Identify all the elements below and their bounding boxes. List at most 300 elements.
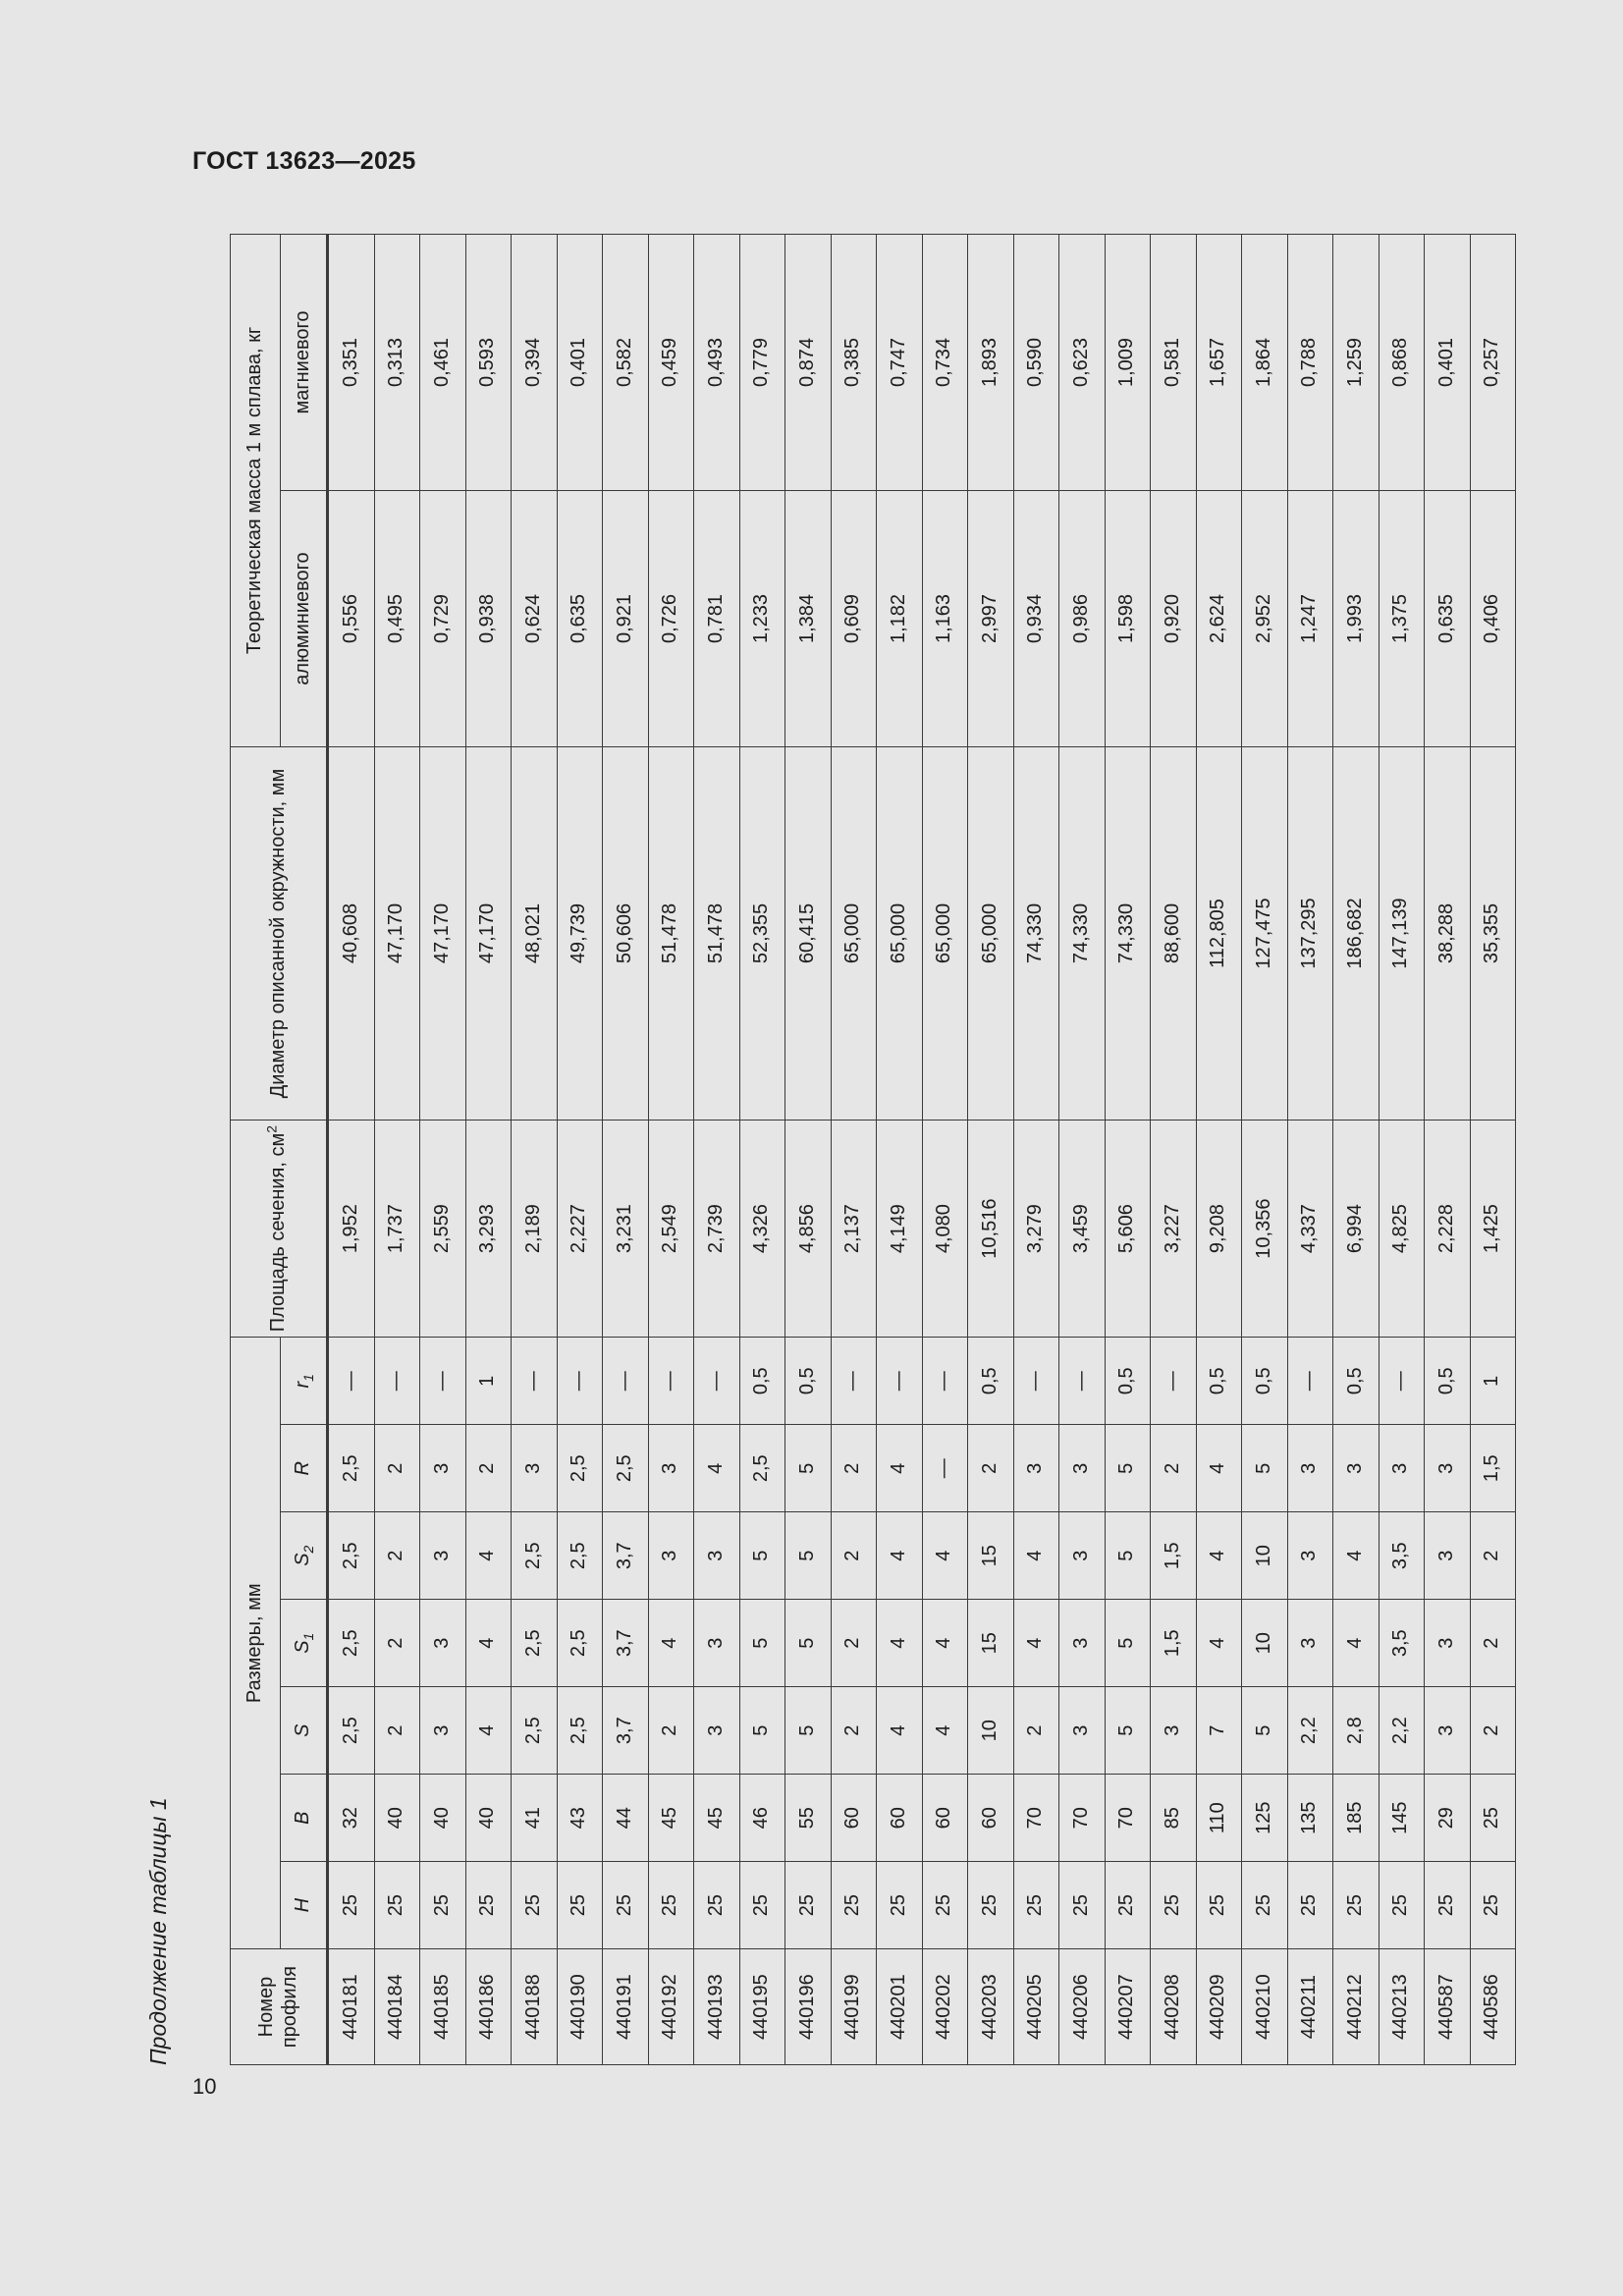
table-cell: 25: [1196, 1862, 1242, 1949]
table-cell: 0,934: [1013, 491, 1059, 747]
table-cell: 60: [922, 1775, 968, 1862]
table-cell: 1,657: [1196, 235, 1242, 491]
table-cell: 3,5: [1379, 1512, 1425, 1600]
table-cell: 40: [420, 1775, 466, 1862]
table-cell: 4: [465, 1600, 512, 1687]
table-cell: 70: [1105, 1775, 1151, 1862]
header-profile-number: Номер профиля: [231, 1949, 328, 2065]
table-cell: 0,788: [1287, 235, 1333, 491]
table-cell: 45: [648, 1775, 694, 1862]
table-cell: 3: [1379, 1425, 1425, 1512]
header-S: S: [281, 1687, 328, 1775]
table-cell: 2,5: [557, 1425, 603, 1512]
table-cell: 1,952: [328, 1120, 375, 1337]
table-cell: 2: [831, 1687, 877, 1775]
table-cell: 5: [1105, 1687, 1151, 1775]
table-cell: 5: [739, 1600, 785, 1687]
table-cell: 0,313: [374, 235, 420, 491]
table-row: [648, 235, 694, 2065]
table-cell: 88,600: [1151, 746, 1197, 1120]
table-cell: 3: [420, 1687, 466, 1775]
table-cell: 1,182: [877, 491, 923, 747]
table-cell: 1,247: [1287, 491, 1333, 747]
table-cell: 25: [922, 1862, 968, 1949]
table-cell: 4: [1333, 1512, 1380, 1600]
table-cell: 3: [512, 1425, 558, 1512]
table-cell: —: [603, 1338, 649, 1425]
table-cell: 3: [1059, 1687, 1106, 1775]
table-cell: 25: [1105, 1862, 1151, 1949]
table-cell: 186,682: [1333, 746, 1380, 1120]
table-cell: 2,137: [831, 1120, 877, 1337]
table-cell: 3: [1425, 1687, 1471, 1775]
table-cell: 74,330: [1013, 746, 1059, 1120]
table-cell: 1,993: [1333, 491, 1380, 747]
table-cell: 2,5: [328, 1600, 375, 1687]
header-dimensions-group: Размеры, мм: [231, 1338, 281, 1949]
table-cell: 1,864: [1242, 235, 1288, 491]
table-cell: 2: [831, 1425, 877, 1512]
table-cell: 127,475: [1242, 746, 1288, 1120]
table-cell: 5: [785, 1425, 832, 1512]
table-cell: 40: [374, 1775, 420, 1862]
table-cell: 3: [1287, 1425, 1333, 1512]
table-cell: 3: [648, 1425, 694, 1512]
table-cell: 2: [374, 1512, 420, 1600]
table-cell: 3: [1287, 1512, 1333, 1600]
table-cell: 3: [694, 1687, 740, 1775]
table-cell: 25: [648, 1862, 694, 1949]
table-cell: 15: [968, 1512, 1014, 1600]
table-cell: 3: [694, 1600, 740, 1687]
table-cell: —: [922, 1425, 968, 1512]
table-cell: 440185: [420, 1949, 466, 2065]
table-cell: 0,938: [465, 491, 512, 747]
table-row: [1287, 235, 1333, 2065]
table-cell: 25: [557, 1862, 603, 1949]
table-cell: 1,5: [1151, 1600, 1197, 1687]
table-cell: 440206: [1059, 1949, 1106, 2065]
table-cell: 25: [465, 1862, 512, 1949]
table-cell: 3,7: [603, 1687, 649, 1775]
table-cell: 440199: [831, 1949, 877, 2065]
table-cell: —: [1379, 1338, 1425, 1425]
table-cell: 135: [1287, 1775, 1333, 1862]
header-B: B: [281, 1775, 328, 1862]
table-cell: 25: [1242, 1862, 1288, 1949]
table-cell: 440587: [1425, 1949, 1471, 2065]
table-cell: —: [1013, 1338, 1059, 1425]
table-cell: 51,478: [694, 746, 740, 1120]
table-cell: 5: [739, 1687, 785, 1775]
table-cell: 2: [648, 1687, 694, 1775]
table-cell: 147,139: [1379, 746, 1425, 1120]
table-cell: 3: [420, 1600, 466, 1687]
table-cell: 1,425: [1470, 1120, 1516, 1337]
header-magnesium: магниевого: [281, 235, 328, 491]
table-cell: 440188: [512, 1949, 558, 2065]
table-cell: 0,394: [512, 235, 558, 491]
table-cell: 4: [922, 1600, 968, 1687]
table-cell: 0,5: [785, 1338, 832, 1425]
table-row: [1379, 235, 1425, 2065]
table-cell: 1,384: [785, 491, 832, 747]
table-cell: 440210: [1242, 1949, 1288, 2065]
table-cell: 440193: [694, 1949, 740, 2065]
header-H: H: [281, 1862, 328, 1949]
table-cell: 4,825: [1379, 1120, 1425, 1337]
table-cell: —: [512, 1338, 558, 1425]
table-row: [374, 235, 420, 2065]
header-area-superscript: 2: [263, 1124, 280, 1133]
table-cell: —: [1287, 1338, 1333, 1425]
table-cell: 2,5: [328, 1512, 375, 1600]
table-cell: 0,495: [374, 491, 420, 747]
table-cell: 4,149: [877, 1120, 923, 1337]
table-cell: 10: [1242, 1512, 1288, 1600]
table-cell: 145: [1379, 1775, 1425, 1862]
table-cell: 2,228: [1425, 1120, 1471, 1337]
header-mass-group: Теоретическая масса 1 м сплава, кг: [231, 235, 281, 747]
table-cell: 4: [1196, 1600, 1242, 1687]
table-cell: 0,635: [1425, 491, 1471, 747]
table-cell: 3: [1425, 1425, 1471, 1512]
table-cell: 1,259: [1333, 235, 1380, 491]
page-number: 10: [192, 2074, 217, 2099]
table-cell: —: [420, 1338, 466, 1425]
table-cell: 440202: [922, 1949, 968, 2065]
table-cell: 5: [739, 1512, 785, 1600]
table-cell: 0,5: [1242, 1338, 1288, 1425]
table-cell: 25: [785, 1862, 832, 1949]
table-cell: 440205: [1013, 1949, 1059, 2065]
table-cell: 3,5: [1379, 1600, 1425, 1687]
header-r1-subscript: 1: [300, 1374, 317, 1382]
header-S1: [281, 1600, 328, 1687]
table-cell: 440191: [603, 1949, 649, 2065]
table-cell: 0,593: [465, 235, 512, 491]
header-diameter: Диаметр описанной окружности, мм: [231, 746, 328, 1120]
table-cell: 55: [785, 1775, 832, 1862]
table-cell: 5: [785, 1687, 832, 1775]
header-aluminum: алюминиевого: [281, 491, 328, 747]
table-row: [557, 235, 603, 2065]
table-cell: 1,375: [1379, 491, 1425, 747]
table-cell: 0,624: [512, 491, 558, 747]
table-cell: 4: [1013, 1512, 1059, 1600]
table-cell: 25: [1470, 1775, 1516, 1862]
table-cell: 0,556: [328, 491, 375, 747]
table-cell: 25: [1151, 1862, 1197, 1949]
table-cell: —: [922, 1338, 968, 1425]
table-cell: 440209: [1196, 1949, 1242, 2065]
table-cell: 38,288: [1425, 746, 1471, 1120]
table-cell: 25: [1379, 1862, 1425, 1949]
table-cell: 2: [374, 1425, 420, 1512]
table-cell: 4: [922, 1512, 968, 1600]
table-cell: 2: [968, 1425, 1014, 1512]
table-cell: 2,5: [328, 1687, 375, 1775]
table-cell: 25: [739, 1862, 785, 1949]
table-cell: 48,021: [512, 746, 558, 1120]
table-cell: 60: [877, 1775, 923, 1862]
table-cell: 2,5: [512, 1600, 558, 1687]
table-cell: 2,8: [1333, 1687, 1380, 1775]
table-cell: 0,779: [739, 235, 785, 491]
table-cell: 2: [465, 1425, 512, 1512]
table-cell: 0,609: [831, 491, 877, 747]
table-row: [1059, 235, 1106, 2065]
table-cell: 3: [420, 1425, 466, 1512]
table-cell: 4: [1333, 1600, 1380, 1687]
table-cell: 60: [831, 1775, 877, 1862]
table-cell: 2: [374, 1687, 420, 1775]
table-cell: 25: [877, 1862, 923, 1949]
table-cell: 10: [968, 1687, 1014, 1775]
table-row: [1425, 235, 1471, 2065]
table-cell: 440212: [1333, 1949, 1380, 2065]
table-cell: 1,5: [1470, 1425, 1516, 1512]
table-cell: 3,7: [603, 1600, 649, 1687]
table-cell: 4,337: [1287, 1120, 1333, 1337]
table-cell: 43: [557, 1775, 603, 1862]
table-cell: —: [831, 1338, 877, 1425]
table-cell: 3,459: [1059, 1120, 1106, 1337]
table-cell: 0,734: [922, 235, 968, 491]
table-cell: 0,582: [603, 235, 649, 491]
table-cell: 65,000: [877, 746, 923, 1120]
table-cell: 60: [968, 1775, 1014, 1862]
table-cell: 440195: [739, 1949, 785, 2065]
table-cell: 2,549: [648, 1120, 694, 1337]
table-cell: 2: [374, 1600, 420, 1687]
table-row: [1333, 235, 1380, 2065]
table-row: [785, 235, 832, 2065]
table-cell: 440192: [648, 1949, 694, 2065]
table-cell: —: [557, 1338, 603, 1425]
table-cell: 40,608: [328, 746, 375, 1120]
table-cell: 4: [1196, 1512, 1242, 1600]
table-cell: 2,5: [512, 1512, 558, 1600]
table-cell: 85: [1151, 1775, 1197, 1862]
table-cell: 0,5: [739, 1338, 785, 1425]
table-cell: 5: [1105, 1425, 1151, 1512]
table-cell: 0,729: [420, 491, 466, 747]
table-cell: 440190: [557, 1949, 603, 2065]
table-row: [1242, 235, 1288, 2065]
table-cell: 0,406: [1470, 491, 1516, 747]
table-cell: 65,000: [831, 746, 877, 1120]
table-row: [922, 235, 968, 2065]
table-cell: 25: [420, 1862, 466, 1949]
table-cell: 440184: [374, 1949, 420, 2065]
table-cell: —: [648, 1338, 694, 1425]
table-cell: 0,920: [1151, 491, 1197, 747]
profile-data-table: [230, 234, 1516, 2065]
table-cell: 65,000: [922, 746, 968, 1120]
header-S1-subscript: 1: [300, 1632, 317, 1641]
table-cell: 2,739: [694, 1120, 740, 1337]
table-cell: 185: [1333, 1775, 1380, 1862]
table-cell: 440181: [328, 1949, 375, 2065]
table-row: [465, 235, 512, 2065]
table-cell: 2: [831, 1512, 877, 1600]
table-cell: 3: [648, 1512, 694, 1600]
table-cell: 0,351: [328, 235, 375, 491]
table-row: [1151, 235, 1197, 2065]
table-cell: 45: [694, 1775, 740, 1862]
table-cell: 65,000: [968, 746, 1014, 1120]
table-row: [1105, 235, 1151, 2065]
table-cell: 4: [694, 1425, 740, 1512]
table-cell: 2,227: [557, 1120, 603, 1337]
table-cell: 1: [1470, 1338, 1516, 1425]
table-cell: 9,208: [1196, 1120, 1242, 1337]
header-r1-text: r: [292, 1381, 314, 1389]
table-row: [877, 235, 923, 2065]
table-cell: 1,009: [1105, 235, 1151, 491]
table-cell: 2: [1470, 1512, 1516, 1600]
table-cell: 25: [968, 1862, 1014, 1949]
table-cell: 3: [694, 1512, 740, 1600]
table-cell: 5,606: [1105, 1120, 1151, 1337]
table-cell: 52,355: [739, 746, 785, 1120]
table-cell: 4: [465, 1687, 512, 1775]
table-cell: 2,997: [968, 491, 1014, 747]
table-cell: 44: [603, 1775, 649, 1862]
table-cell: 440207: [1105, 1949, 1151, 2065]
table-cell: 0,986: [1059, 491, 1106, 747]
table-cell: 5: [785, 1512, 832, 1600]
table-cell: 25: [1333, 1862, 1380, 1949]
table-cell: 0,635: [557, 491, 603, 747]
table-cell: 47,170: [420, 746, 466, 1120]
table-cell: 440586: [1470, 1949, 1516, 2065]
table-cell: 137,295: [1287, 746, 1333, 1120]
table-cell: —: [328, 1338, 375, 1425]
table-cell: 3: [1425, 1600, 1471, 1687]
table-cell: 4,080: [922, 1120, 968, 1337]
table-cell: 50,606: [603, 746, 649, 1120]
table-cell: 51,478: [648, 746, 694, 1120]
table-cell: —: [1059, 1338, 1106, 1425]
table-cell: 5: [1242, 1425, 1288, 1512]
table-cell: 5: [785, 1600, 832, 1687]
table-cell: 25: [328, 1862, 375, 1949]
table-cell: 2,5: [512, 1687, 558, 1775]
table-cell: 0,5: [1333, 1338, 1380, 1425]
table-cell: —: [877, 1338, 923, 1425]
table-cell: 10,356: [1242, 1120, 1288, 1337]
table-cell: —: [694, 1338, 740, 1425]
table-cell: 4: [877, 1687, 923, 1775]
table-cell: 47,170: [374, 746, 420, 1120]
table-row: [1013, 235, 1059, 2065]
table-cell: 32: [328, 1775, 375, 1862]
table-cell: 2: [831, 1600, 877, 1687]
table-cell: 4,856: [785, 1120, 832, 1337]
table-cell: 1,233: [739, 491, 785, 747]
header-S2-subscript: 2: [300, 1545, 317, 1554]
document-header: ГОСТ 13623—2025: [192, 147, 416, 175]
table-cell: 440213: [1379, 1949, 1425, 2065]
table-cell: 0,5: [968, 1338, 1014, 1425]
table-cell: 5: [1242, 1687, 1288, 1775]
table-cell: 2,5: [328, 1425, 375, 1512]
table-cell: 0,493: [694, 235, 740, 491]
table-row: [420, 235, 466, 2065]
table-cell: 0,781: [694, 491, 740, 747]
table-cell: 2,952: [1242, 491, 1288, 747]
table-cell: 2,559: [420, 1120, 466, 1337]
table-cell: 0,459: [648, 235, 694, 491]
table-cell: 4: [648, 1600, 694, 1687]
table-cell: 0,257: [1470, 235, 1516, 491]
table-cell: 25: [603, 1862, 649, 1949]
header-r1: [281, 1338, 328, 1425]
table-row: [739, 235, 785, 2065]
table-cell: 3,231: [603, 1120, 649, 1337]
table-cell: 4: [1013, 1600, 1059, 1687]
table-cell: 2: [1470, 1600, 1516, 1687]
table-cell: 25: [1013, 1862, 1059, 1949]
table-cell: 4: [877, 1600, 923, 1687]
table-cell: 4: [877, 1512, 923, 1600]
table-cell: 2,5: [739, 1425, 785, 1512]
table-cell: 3: [1059, 1512, 1106, 1600]
table-cell: 1,5: [1151, 1512, 1197, 1600]
table-cell: 0,590: [1013, 235, 1059, 491]
table-cell: 2,2: [1287, 1687, 1333, 1775]
table-cell: 4: [1196, 1425, 1242, 1512]
table-cell: 0,623: [1059, 235, 1106, 491]
table-cell: 2,624: [1196, 491, 1242, 747]
table-cell: 0,401: [557, 235, 603, 491]
header-R: R: [281, 1425, 328, 1512]
table-cell: 49,739: [557, 746, 603, 1120]
table-cell: 3: [1333, 1425, 1380, 1512]
table-cell: 60,415: [785, 746, 832, 1120]
table-cell: 6,994: [1333, 1120, 1380, 1337]
table-cell: 1: [465, 1338, 512, 1425]
table-cell: 0,747: [877, 235, 923, 491]
table-cell: 3: [1151, 1687, 1197, 1775]
table-cell: 0,385: [831, 235, 877, 491]
table-cell: 440211: [1287, 1949, 1333, 2065]
table-cell: 70: [1059, 1775, 1106, 1862]
table-cell: 0,581: [1151, 235, 1197, 491]
table-cell: 25: [1425, 1862, 1471, 1949]
table-cell: 41: [512, 1775, 558, 1862]
table-cell: 0,401: [1425, 235, 1471, 491]
table-cell: 440208: [1151, 1949, 1197, 2065]
table-cell: 2,2: [1379, 1687, 1425, 1775]
table-row: [603, 235, 649, 2065]
table-cell: 2,5: [557, 1687, 603, 1775]
table-cell: 47,170: [465, 746, 512, 1120]
header-S2-text: S: [292, 1553, 314, 1566]
table-row: [1196, 235, 1242, 2065]
table-row: [1470, 235, 1516, 2065]
table-cell: 125: [1242, 1775, 1288, 1862]
table-cell: 15: [968, 1600, 1014, 1687]
table-row: [968, 235, 1014, 2065]
table-cell: 1,598: [1105, 491, 1151, 747]
table-cell: —: [1151, 1338, 1197, 1425]
table-cell: 2,189: [512, 1120, 558, 1337]
table-row: [694, 235, 740, 2065]
table-cell: 440196: [785, 1949, 832, 2065]
